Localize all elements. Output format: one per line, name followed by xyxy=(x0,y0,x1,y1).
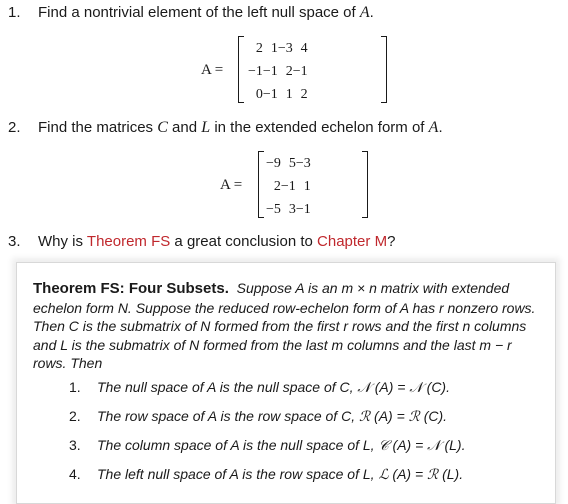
matrix-cell: 2 xyxy=(300,87,308,102)
left-bracket xyxy=(258,151,264,218)
matrix-cell: 3 xyxy=(288,202,296,217)
matrix-lhs: A = xyxy=(220,177,243,193)
matrix-cell: 4 xyxy=(300,41,308,56)
matrix-cell: 5 xyxy=(288,156,296,171)
theorem-line: extended echelon form N. Suppose the reduced row-echelon form of A xyxy=(33,280,510,316)
matrix-cell: −3 xyxy=(277,41,293,56)
question-number: 2. xyxy=(8,119,21,136)
theorem-statement xyxy=(33,279,543,373)
matrix-lhs: A = xyxy=(201,62,224,78)
matrix-cell: −9 xyxy=(266,156,281,171)
matrix-cell: 1 xyxy=(285,87,293,102)
matrix-cell: −1 xyxy=(295,202,311,217)
theorem-line: Suppose A is an m × n matrix with xyxy=(236,280,448,296)
matrix-cell: −1 xyxy=(262,87,278,102)
matrix-cell: −1 xyxy=(280,179,296,194)
matrix-cell: −1 xyxy=(292,64,308,79)
question-text: Find a nontrivial element of the left null space of A. xyxy=(38,4,374,21)
theorem-title: Theorem FS: Four Subsets. xyxy=(33,280,229,297)
matrix-cell: 2 xyxy=(255,41,263,56)
matrix-cell: 2 xyxy=(273,179,281,194)
theorem-fs-link[interactable]: Theorem FS xyxy=(86,233,171,250)
matrix-cell: −1 xyxy=(248,64,263,79)
theorem-line: the last m columns and the last m − r rows. Then xyxy=(33,336,512,371)
matrix-cell: −5 xyxy=(266,202,281,217)
question-text: Why is Theorem FS a great conclusion to Chapter M? xyxy=(38,233,396,250)
question-number: 3. xyxy=(8,233,21,250)
matrix-table xyxy=(248,38,308,106)
matrix-cell: 2 xyxy=(285,64,293,79)
chapter-m-link[interactable]: Chapter M xyxy=(317,233,388,250)
right-bracket xyxy=(362,151,368,218)
matrix-cell: 1 xyxy=(303,179,311,194)
theorem-line: rows and the first n columns and L is the submatrix of N formed from xyxy=(33,318,527,353)
matrix-cell: 0 xyxy=(255,87,263,102)
theorem-fs-box: Theorem FS: Four Subsets. Suppose A is an m × n matrix with extended echelon form N. Suppose the reduced row-echelon form of A has r nonzero rows. Then C is the submatrix of N formed from the first r rows and the first n columns and L is the submatrix of N formed from the last m columns and the last m − r rows. Then 1. The null space of A is the null space of C, 𝒩 (A) = 𝒩 (C). 2. The row space of A is the row space of C, ℛ (A) = ℛ (C). 3. The column space of A is the null space of L, 𝒞 (A) = 𝒩 (L). 4. The left null space of A is the row space of L, ℒ (A) = ℛ (L). xyxy=(16,262,556,504)
theorem-line: has r nonzero rows. Then C is the submatrix of N formed from the first r xyxy=(33,299,536,334)
matrix-table xyxy=(266,153,311,221)
question-text: Find the matrices C and L in the extended echelon form of A. xyxy=(38,119,443,136)
matrix-cell: −3 xyxy=(295,156,311,171)
matrix-cell: 1 xyxy=(270,41,278,56)
question-number: 1. xyxy=(8,4,21,21)
matrix-cell: −1 xyxy=(262,64,278,79)
right-bracket xyxy=(381,36,387,103)
left-bracket xyxy=(238,36,244,103)
